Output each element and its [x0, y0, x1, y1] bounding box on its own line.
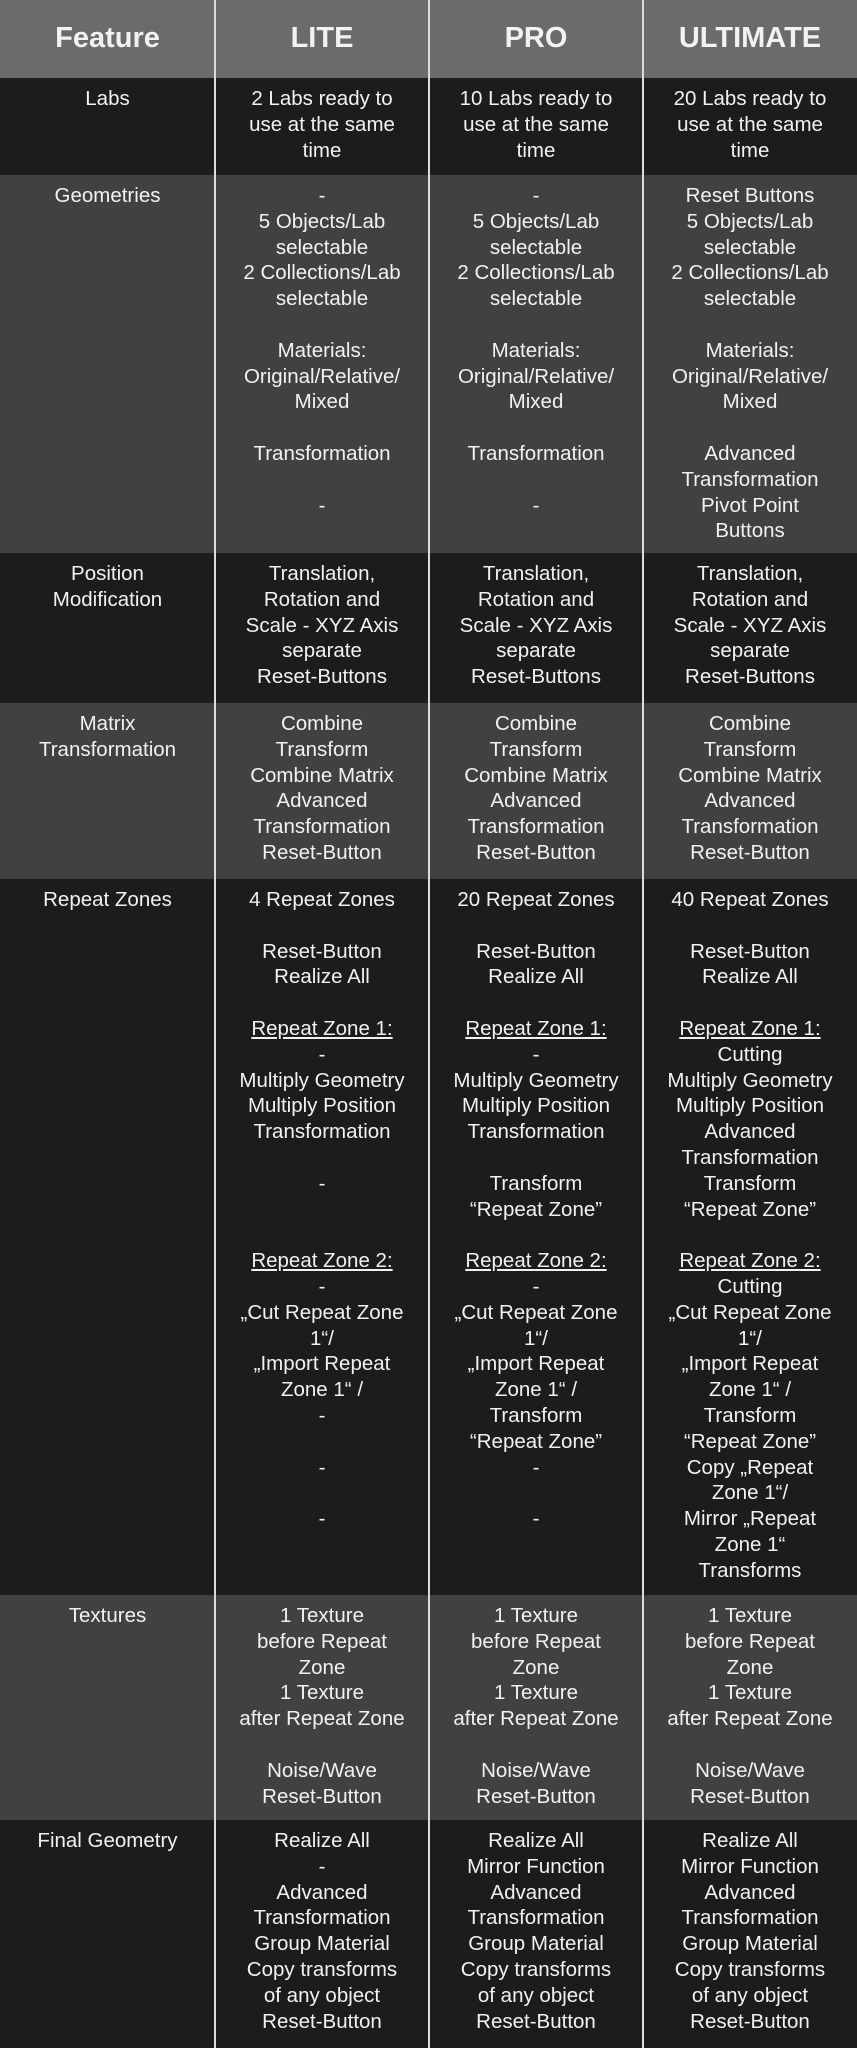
cell-line	[649, 990, 851, 1016]
cell-line: Reset-Buttons	[257, 665, 387, 689]
cell-line: selectable	[489, 235, 583, 259]
cell-line: “Repeat Zone”	[469, 1429, 603, 1453]
feature-cell	[0, 703, 215, 879]
cell-line: 2 Collections/Lab	[671, 261, 829, 285]
cell-line	[435, 312, 637, 338]
cell-line: Combine	[708, 712, 792, 735]
cell-line: Zone 1“ /	[494, 1378, 578, 1402]
cell-line: Reset-Buttons	[685, 665, 815, 689]
cell-line: Combine Matrix	[464, 763, 608, 787]
cell-line	[649, 1732, 851, 1758]
cell-line: before Repeat	[471, 1629, 601, 1653]
cell-line: 1“/	[524, 1326, 548, 1350]
cell-line: Transform	[489, 1403, 583, 1427]
ultimate-cell	[643, 78, 857, 175]
cell-line: 2 Collections/Lab	[457, 261, 615, 285]
cell-line: of any object	[263, 1983, 381, 2007]
cell-line: of any object	[477, 1983, 595, 2007]
lite-cell	[215, 78, 429, 175]
cell-line: Translation,	[268, 562, 376, 585]
lite-cell	[215, 553, 429, 703]
feature-cell	[0, 175, 215, 553]
cell-line: -	[318, 1042, 326, 1066]
cell-line: before Repeat	[685, 1629, 815, 1653]
cell-line: Realize All	[702, 1829, 798, 1852]
cell-line: Advanced	[704, 789, 796, 813]
cell-line: Reset-Button	[690, 840, 810, 864]
cell-line: „Cut Repeat Zone	[240, 1300, 404, 1324]
cell-line: Reset-Button	[262, 2009, 382, 2033]
cell-line: -	[532, 184, 540, 207]
cell-line: 5 Objects/Lab	[472, 209, 600, 233]
cell-line: Mirror „Repeat	[683, 1507, 817, 1531]
cell-line: Zone 1“ /	[280, 1378, 364, 1402]
cell-line: „Cut Repeat Zone	[668, 1300, 832, 1324]
cell-line: 1 Texture	[494, 1604, 578, 1627]
cell-line: selectable	[489, 287, 583, 311]
cell-line: Noise/Wave	[695, 1758, 805, 1782]
cell-line: „Import Repeat	[253, 1352, 391, 1376]
cell-line: Zone 1“/	[711, 1481, 789, 1505]
ultimate-cell	[643, 175, 857, 553]
cell-line: Multiply Geometry	[453, 1068, 619, 1092]
pro-cell	[429, 879, 643, 1595]
cell-line: Multiply Position	[675, 1094, 825, 1118]
cell-line: 1“/	[738, 1326, 762, 1350]
cell-line: Transformation	[253, 1906, 391, 1930]
ultimate-cell	[643, 703, 857, 879]
cell-line: of any object	[691, 1983, 809, 2007]
cell-line: Repeat Zone 1:	[679, 1016, 821, 1040]
cell-line: 10 Labs ready to	[459, 87, 613, 110]
cell-line: separate	[710, 639, 790, 663]
cell-line: Rotation and	[263, 587, 381, 611]
cell-line: Materials:	[277, 338, 367, 362]
cell-line: Repeat Zone 1:	[465, 1016, 607, 1040]
lite-cell	[215, 703, 429, 879]
cell-line: 5 Objects/Lab	[258, 209, 386, 233]
cell-line: selectable	[275, 235, 369, 259]
cell-line: Original/Relative/	[243, 364, 401, 388]
cell-line: Copy transforms	[246, 1957, 398, 1981]
cell-line: Transform	[489, 737, 583, 761]
cell-line	[221, 990, 423, 1016]
cell-line: Mirror Function	[681, 1854, 819, 1878]
cell-line: separate	[496, 639, 576, 663]
cell-line: after Repeat Zone	[453, 1707, 619, 1731]
cell-line: Scale - XYZ Axis	[673, 613, 827, 637]
cell-line: selectable	[703, 235, 797, 259]
cell-line: Repeat Zone 2:	[251, 1249, 393, 1273]
ultimate-cell	[643, 553, 857, 703]
cell-line: Reset-Button	[476, 1784, 596, 1808]
lite-cell	[215, 175, 429, 553]
cell-line: 2 Labs ready to	[251, 87, 393, 110]
cell-line	[435, 1480, 637, 1506]
cell-line	[435, 467, 637, 493]
cell-line: use at the same	[249, 112, 395, 136]
cell-line: Group Material	[468, 1932, 604, 1956]
cell-line: Original/Relative/	[457, 364, 615, 388]
cell-line: Zone 1“	[714, 1532, 786, 1556]
cell-line: Reset-Button	[476, 939, 596, 963]
cell-line: Matrix	[79, 712, 136, 735]
cell-line: Final Geometry	[37, 1829, 178, 1852]
cell-line: Reset-Button	[262, 1784, 382, 1808]
cell-line: Geometries	[54, 184, 161, 207]
column-divider	[428, 0, 430, 2048]
pro-cell	[429, 78, 643, 175]
cell-line: Reset-Button	[262, 840, 382, 864]
cell-line: Advanced	[704, 1880, 796, 1904]
ultimate-cell	[643, 879, 857, 1595]
cell-line: Textures	[68, 1604, 147, 1627]
cell-line: Realize All	[488, 1829, 584, 1852]
cell-line: Mixed	[508, 390, 564, 414]
cell-line: Advanced	[704, 441, 796, 465]
cell-line	[221, 1197, 423, 1223]
cell-line: Transformation	[253, 815, 391, 839]
cell-line	[221, 1429, 423, 1455]
pro-cell	[429, 703, 643, 879]
cell-line: Reset-Button	[690, 2009, 810, 2033]
cell-line: „Import Repeat	[681, 1352, 819, 1376]
cell-line: Translation,	[696, 562, 804, 585]
cell-line: Transforms	[698, 1558, 802, 1582]
pro-cell	[429, 553, 643, 703]
cell-line: 1“/	[310, 1326, 334, 1350]
cell-line: Copy transforms	[460, 1957, 612, 1981]
cell-line	[435, 913, 637, 939]
lite-cell	[215, 1595, 429, 1820]
cell-line: Mirror Function	[467, 1854, 605, 1878]
cell-line: Transform	[489, 1171, 583, 1195]
cell-line: Group Material	[254, 1932, 390, 1956]
cell-line: Transformation	[38, 737, 177, 761]
cell-line: use at the same	[463, 112, 609, 136]
cell-line: 20 Labs ready to	[673, 87, 827, 110]
cell-line: Combine	[494, 712, 578, 735]
cell-line: Buttons	[715, 519, 785, 543]
cell-line: -	[532, 493, 540, 517]
cell-line: Repeat Zone 1:	[251, 1016, 393, 1040]
header-pro: PRO	[504, 22, 568, 54]
cell-line: after Repeat Zone	[667, 1707, 833, 1731]
cell-line: Transformation	[681, 815, 819, 839]
cell-line	[221, 913, 423, 939]
header-ultimate: ULTIMATE	[678, 22, 822, 54]
cell-line: Zone	[298, 1655, 346, 1679]
cell-line: -	[318, 1171, 326, 1195]
cell-line: Translation,	[482, 562, 590, 585]
cell-line	[221, 415, 423, 441]
cell-line: Multiply Position	[247, 1094, 397, 1118]
cell-line	[435, 1145, 637, 1171]
cell-line: „Cut Repeat Zone	[454, 1300, 618, 1324]
cell-line: -	[318, 1403, 326, 1427]
cell-line: Transformation	[681, 467, 819, 491]
cell-line: 1 Texture	[280, 1681, 364, 1705]
cell-line: 1 Texture	[280, 1604, 364, 1627]
cell-line: Reset-Button	[476, 2009, 596, 2033]
cell-line: Scale - XYZ Axis	[459, 613, 613, 637]
cell-line: Pivot Point	[701, 493, 799, 517]
cell-line	[649, 1222, 851, 1248]
cell-line: „Import Repeat	[467, 1352, 605, 1376]
cell-line: Combine	[280, 712, 364, 735]
cell-line: Transformation	[467, 441, 605, 465]
cell-line: Cutting	[717, 1042, 783, 1066]
cell-line: Rotation and	[477, 587, 595, 611]
cell-line: “Repeat Zone”	[683, 1429, 817, 1453]
cell-line	[221, 1480, 423, 1506]
ultimate-cell	[643, 1820, 857, 2048]
cell-line: Zone	[726, 1655, 774, 1679]
header-feature: Feature	[55, 22, 160, 54]
cell-line: Mixed	[294, 390, 350, 414]
cell-line: selectable	[703, 287, 797, 311]
cell-line: Transformation	[253, 1120, 391, 1144]
cell-line: -	[318, 493, 326, 517]
cell-line	[649, 415, 851, 441]
cell-line: Transform	[703, 737, 797, 761]
feature-cell	[0, 553, 215, 703]
cell-line: Transformation	[467, 1906, 605, 1930]
feature-cell	[0, 1820, 215, 2048]
cell-line: Labs	[85, 87, 130, 110]
cell-line: Realize All	[274, 965, 370, 989]
cell-line: Modification	[52, 587, 163, 611]
cell-line: Noise/Wave	[267, 1758, 377, 1782]
cell-line: use at the same	[677, 112, 823, 136]
cell-line: Noise/Wave	[481, 1758, 591, 1782]
cell-line: Reset-Buttons	[471, 665, 601, 689]
column-divider	[214, 0, 216, 2048]
cell-line: Repeat Zones	[43, 888, 172, 911]
cell-line: Advanced	[490, 789, 582, 813]
cell-line: -	[532, 1455, 540, 1479]
pro-cell	[429, 1595, 643, 1820]
cell-line: selectable	[275, 287, 369, 311]
cell-line: after Repeat Zone	[239, 1707, 405, 1731]
cell-line: 1 Texture	[708, 1681, 792, 1705]
cell-line: 1 Texture	[708, 1604, 792, 1627]
cell-line: Cutting	[717, 1274, 783, 1298]
cell-line: 20 Repeat Zones	[457, 888, 615, 911]
cell-line: separate	[282, 639, 362, 663]
cell-line	[435, 1222, 637, 1248]
cell-line: Mixed	[722, 390, 778, 414]
cell-line: Rotation and	[691, 587, 809, 611]
cell-line	[435, 990, 637, 1016]
cell-line: Combine Matrix	[250, 763, 394, 787]
cell-line: -	[318, 1274, 326, 1298]
cell-line	[649, 913, 851, 939]
cell-line: Transformation	[681, 1145, 819, 1169]
cell-line	[221, 467, 423, 493]
header-lite: LITE	[290, 22, 354, 54]
cell-line: Advanced	[704, 1120, 796, 1144]
cell-line: Reset Buttons	[685, 184, 815, 207]
cell-line: Materials:	[705, 338, 795, 362]
cell-line: Multiply Geometry	[667, 1068, 833, 1092]
cell-line: Transformation	[253, 441, 391, 465]
cell-line: time	[302, 138, 342, 162]
cell-line: Reset-Button	[476, 840, 596, 864]
cell-line: Multiply Geometry	[239, 1068, 405, 1092]
feature-cell	[0, 78, 215, 175]
cell-line: Copy transforms	[674, 1957, 826, 1981]
cell-line: Zone	[512, 1655, 560, 1679]
cell-line: “Repeat Zone”	[683, 1197, 817, 1221]
cell-line: Transform	[275, 737, 369, 761]
cell-line: Realize All	[702, 965, 798, 989]
cell-line: Transformation	[467, 1120, 605, 1144]
cell-line: -	[532, 1042, 540, 1066]
cell-line: -	[532, 1507, 540, 1531]
cell-line: Transformation	[681, 1906, 819, 1930]
cell-line: before Repeat	[257, 1629, 387, 1653]
cell-line: -	[532, 1274, 540, 1298]
cell-line: Combine Matrix	[678, 763, 822, 787]
feature-cell	[0, 879, 215, 1595]
cell-line: Advanced	[276, 789, 368, 813]
cell-line: Realize All	[274, 1829, 370, 1852]
cell-line: Multiply Position	[461, 1094, 611, 1118]
cell-line: Realize All	[488, 965, 584, 989]
cell-line: 4 Repeat Zones	[249, 888, 395, 911]
cell-line: 5 Objects/Lab	[686, 209, 814, 233]
cell-line: Group Material	[682, 1932, 818, 1956]
cell-line	[221, 1222, 423, 1248]
cell-line: Materials:	[491, 338, 581, 362]
ultimate-cell	[643, 1595, 857, 1820]
cell-line: Transformation	[467, 815, 605, 839]
cell-line: -	[318, 1455, 326, 1479]
cell-line: “Repeat Zone”	[469, 1197, 603, 1221]
cell-line: Position	[71, 562, 144, 585]
cell-line	[221, 1145, 423, 1171]
cell-line: Advanced	[490, 1880, 582, 1904]
lite-cell	[215, 879, 429, 1595]
cell-line: Repeat Zone 2:	[679, 1249, 821, 1273]
lite-cell	[215, 1820, 429, 2048]
cell-line: Reset-Button	[690, 1784, 810, 1808]
cell-line: Transform	[703, 1171, 797, 1195]
cell-line: Original/Relative/	[671, 364, 829, 388]
cell-line: 40 Repeat Zones	[671, 888, 829, 911]
cell-line	[435, 1732, 637, 1758]
cell-line	[649, 312, 851, 338]
cell-line: Reset-Button	[690, 939, 810, 963]
cell-line: -	[318, 1507, 326, 1531]
cell-line: 1 Texture	[494, 1681, 578, 1705]
cell-line: Copy „Repeat	[686, 1455, 814, 1479]
cell-line: Scale - XYZ Axis	[245, 613, 399, 637]
feature-cell	[0, 1595, 215, 1820]
cell-line: 2 Collections/Lab	[243, 261, 401, 285]
column-divider	[642, 0, 644, 2048]
cell-line: time	[516, 138, 556, 162]
cell-line: Advanced	[276, 1880, 368, 1904]
pro-cell	[429, 1820, 643, 2048]
cell-line: Zone 1“ /	[708, 1378, 792, 1402]
pro-cell	[429, 175, 643, 553]
cell-line: -	[318, 184, 326, 207]
cell-line: Reset-Button	[262, 939, 382, 963]
cell-line	[221, 1732, 423, 1758]
cell-line: Repeat Zone 2:	[465, 1249, 607, 1273]
cell-line: -	[318, 1854, 326, 1878]
cell-line: Transform	[703, 1403, 797, 1427]
cell-line	[435, 415, 637, 441]
cell-line	[221, 312, 423, 338]
cell-line: time	[730, 138, 770, 162]
